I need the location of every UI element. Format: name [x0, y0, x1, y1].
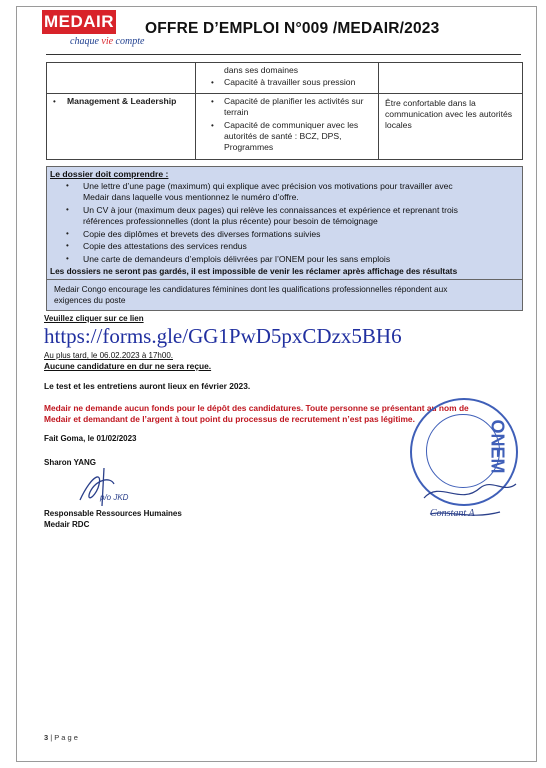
medair-logo: [42, 10, 116, 34]
stamp-text: ONEM: [487, 419, 508, 474]
list-item: Une carte de demandeurs d’emplois délivrées par l’ONEM pour les sans emplois: [83, 254, 391, 264]
list-item: références professionnelles (dont la plus récente) pour besoin de témoignage: [83, 216, 378, 226]
list-item: Une lettre d’une page (maximum) qui explique avec précision vos motivations pour travailler avec: [83, 181, 453, 191]
logo-tagline: chaque vie compte: [70, 36, 145, 47]
encourage-text: Medair Congo encourage les candidatures féminines dont les qualifications professionnelles répondent aux: [54, 284, 448, 294]
list-item: Copie des attestations des services rendus: [83, 241, 247, 251]
bullet-icon: •: [211, 121, 214, 130]
tagline-accent: vie: [101, 36, 114, 47]
table-cell: dans ses domaines: [224, 65, 299, 75]
encouragement-box: [46, 279, 523, 311]
page-title: OFFRE D’EMPLOI N°009 /MEDAIR/2023: [145, 20, 440, 37]
bullet-icon: •: [66, 241, 69, 250]
table-divider: [195, 63, 196, 159]
bullet-icon: •: [66, 181, 69, 190]
table-cell: Être confortable dans la: [385, 98, 476, 108]
application-form-link[interactable]: https://forms.gle/GG1PwD5pxCDzx5BH6: [44, 324, 402, 348]
signatory-name: Sharon YANG: [44, 458, 97, 467]
table-cell: locales: [385, 120, 412, 130]
page-number: 3 | P a g e: [44, 733, 78, 742]
signatory-role: Responsable Ressources Humaines: [44, 509, 182, 518]
table-cell: terrain: [224, 107, 249, 117]
apply-intro: Veuillez cliquer sur ce lien: [44, 314, 144, 323]
place-date: Fait Goma, le 01/02/2023: [44, 434, 137, 443]
list-item: Copie des diplômes et brevets des diverses formations suivies: [83, 229, 321, 239]
table-divider: [47, 93, 522, 94]
table-cell: Capacité de planifier les activités sur: [224, 96, 364, 106]
table-cell: Programmes: [224, 142, 274, 152]
bullet-icon: •: [211, 78, 214, 87]
list-item: Medair dans laquelle vous mentionnez le numéro d’offre.: [83, 192, 299, 202]
signatory-org: Medair RDC: [44, 520, 90, 529]
header-divider: [46, 54, 521, 55]
signature-initials: p/o JKD: [100, 493, 129, 502]
table-cell: communication avec les autorités: [385, 109, 513, 119]
bullet-icon: •: [66, 229, 69, 238]
competency-table: [46, 62, 523, 160]
dossier-note: Les dossiers ne seront pas gardés, il est impossible de venir les réclamer après affichage des résultats: [50, 266, 458, 276]
bullet-icon: •: [211, 97, 214, 106]
bullet-icon: •: [53, 97, 56, 106]
table-cell: autorités de santé : BCZ, DPS,: [224, 131, 342, 141]
dossier-requirements-box: [46, 166, 523, 280]
warning-text: Medair et demandant de l’argent à tout point du processus de recrutement n’est pas légitime.: [44, 414, 415, 424]
deadline-text: Au plus tard, le 06.02.2023 à 17h00.: [44, 351, 173, 360]
dossier-heading: Le dossier doit comprendre :: [50, 169, 169, 179]
countersign-text: Constant A: [430, 508, 475, 519]
table-cell: Management & Leadership: [67, 96, 177, 106]
tests-text: Le test et les entretiens auront lieux en février 2023.: [44, 381, 251, 391]
table-cell: Capacité de communiquer avec les: [224, 120, 359, 130]
bullet-icon: •: [66, 205, 69, 214]
warning-text: Medair ne demande aucun fonds pour le dépôt des candidatures. Toute personne se présentant au nom de: [44, 403, 469, 413]
encourage-text: exigences du poste: [54, 295, 126, 305]
table-cell: Capacité à travailler sous pression: [224, 77, 356, 87]
list-item: Un CV à jour (maximum deux pages) qui relève les connaissances et expérience et reprenant trois: [83, 205, 458, 215]
logo-text: MEDAIR: [43, 12, 115, 31]
table-divider: [378, 63, 379, 159]
no-late-text: Aucune candidature en dur ne sera reçue.: [44, 361, 212, 371]
bullet-icon: •: [66, 254, 69, 263]
